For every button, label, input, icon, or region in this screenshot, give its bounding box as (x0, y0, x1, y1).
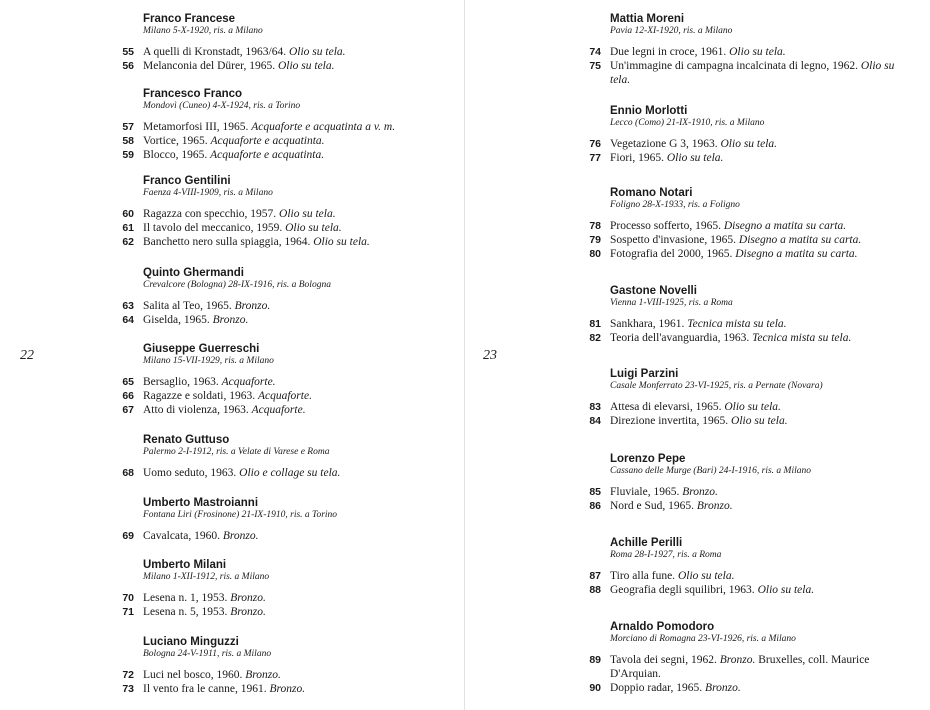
catalogue-number: 70 (122, 592, 134, 604)
catalogue-number: 77 (589, 152, 601, 164)
work-title: Ragazze e soldati, 1963. (143, 390, 256, 402)
works-list (122, 207, 437, 249)
catalogue-number: 87 (589, 570, 601, 582)
work-description (610, 151, 902, 165)
work-medium: Bronzo. (234, 300, 271, 312)
work-title: Doppio radar, 1965. (610, 682, 703, 694)
work-description (143, 591, 437, 605)
work-title: Vortice, 1965. (143, 135, 208, 147)
work-item (589, 653, 902, 681)
work-medium: Olio su tela. (720, 138, 778, 150)
work-item (589, 45, 902, 59)
artist-entry (589, 105, 902, 165)
page-number: 22 (20, 348, 34, 363)
right-page (465, 0, 930, 710)
work-item (589, 414, 902, 428)
work-title: Metamorfosi III, 1965. (143, 121, 249, 133)
work-medium: Olio su tela. (277, 60, 335, 72)
catalogue-number: 57 (122, 121, 134, 133)
artist-entry (122, 559, 437, 619)
works-list (589, 400, 902, 428)
work-medium: Olio su tela. (288, 46, 346, 58)
artist-bio: Vienna 1-VIII-1925, ris. a Roma (610, 298, 733, 308)
work-title: Uomo seduto, 1963. (143, 467, 237, 479)
work-item (589, 569, 902, 583)
catalogue-number: 76 (589, 138, 601, 150)
work-title: Lesena n. 1, 1953. (143, 592, 228, 604)
artist-bio: Faenza 4-VIII-1909, ris. a Milano (143, 188, 273, 198)
work-medium: Tecnica mista su tela. (687, 318, 787, 330)
work-medium: Acquaforte e acquatinta a v. m. (251, 121, 396, 133)
work-title: Ragazza con specchio, 1957. (143, 208, 277, 220)
work-medium: Disegno a matita su carta. (735, 248, 858, 260)
work-description (143, 148, 437, 162)
work-collection: Bruxelles, coll. Maurice D'Arquian. (610, 654, 870, 680)
catalogue-number: 61 (122, 222, 134, 234)
work-medium: Bronzo. (245, 669, 281, 681)
artist-bio: Foligno 28-X-1933, ris. a Foligno (610, 200, 740, 210)
work-medium: Bronzo. (696, 500, 733, 512)
work-item (589, 219, 902, 233)
works-list (122, 375, 437, 417)
work-medium: Acquaforte. (221, 376, 276, 388)
work-description (143, 466, 437, 480)
work-description (610, 569, 902, 583)
artist-name: Franco Gentilini (143, 175, 231, 187)
work-title: Luci nel bosco, 1960. (143, 669, 243, 681)
work-item (589, 681, 902, 695)
artist-name: Francesco Franco (143, 88, 243, 100)
artist-name: Franco Francese (143, 13, 236, 25)
work-medium: Olio su tela. (313, 236, 370, 248)
artist-bio: Milano 1-XII-1912, ris. a Milano (143, 572, 270, 582)
work-description (610, 653, 902, 681)
work-item (122, 591, 437, 605)
artist-bio: Milano 15-VII-1929, ris. a Milano (143, 356, 274, 366)
work-medium: Acquaforte. (251, 404, 306, 416)
works-list (122, 668, 437, 696)
work-title: Teoria dell'avanguardia, 1963. (610, 332, 750, 344)
artist-entry (122, 343, 437, 417)
work-title: A quelli di Kronstadt, 1963/64. (143, 46, 287, 58)
artist-entry (122, 636, 437, 696)
work-item (122, 403, 437, 417)
catalogue-number: 66 (122, 390, 134, 402)
catalogue-number: 63 (122, 300, 134, 312)
work-title: Fotografia del 2000, 1965. (610, 248, 733, 260)
work-title: Banchetto nero sulla spiaggia, 1964. (143, 236, 311, 248)
artist-name: Mattia Moreni (610, 13, 685, 25)
artist-entry (589, 285, 902, 345)
work-item (589, 485, 902, 499)
work-description (610, 45, 902, 59)
work-medium: Olio su tela. (279, 208, 336, 220)
catalogue-number: 74 (589, 46, 601, 58)
catalogue-number: 83 (589, 401, 601, 413)
artist-bio: Palermo 2-I-1912, ris. a Velate di Varese e Roma (143, 447, 330, 457)
work-medium: Bronzo. (705, 682, 741, 694)
work-title: Due legni in croce, 1961. (610, 46, 727, 58)
work-title: Lesena n. 5, 1953. (143, 606, 228, 618)
work-description (143, 299, 437, 313)
artist-bio: Cassano delle Murge (Bari) 24-I-1916, ris. a Milano (610, 466, 811, 476)
work-description (610, 681, 902, 695)
artist-name: Achille Perilli (610, 537, 683, 549)
page-number: 23 (483, 348, 497, 363)
work-medium: Olio su tela. (757, 584, 815, 596)
work-medium: Tecnica mista su tela. (752, 332, 852, 344)
work-medium: Olio su tela. (677, 570, 735, 582)
work-title: Salita al Teo, 1965. (143, 300, 232, 312)
artist-name: Romano Notari (610, 187, 693, 199)
catalogue-number: 84 (589, 415, 601, 427)
artist-entry (122, 434, 437, 480)
work-item (589, 137, 902, 151)
work-description (143, 313, 437, 327)
work-item (122, 313, 437, 327)
catalogue-number: 82 (589, 332, 601, 344)
artist-entry (589, 453, 902, 513)
works-list (122, 299, 437, 327)
work-medium: Olio su tela. (285, 222, 342, 234)
work-item (122, 375, 437, 389)
catalogue-number: 69 (122, 530, 134, 542)
artist-name: Quinto Ghermandi (143, 267, 244, 279)
catalogue-number: 79 (589, 234, 601, 246)
work-title: Blocco, 1965. (143, 149, 208, 161)
work-title: Atto di violenza, 1963. (143, 404, 249, 416)
work-description (610, 499, 902, 513)
catalogue-number: 68 (122, 467, 134, 479)
work-description (143, 682, 437, 696)
works-list (589, 137, 902, 165)
artist-entry (122, 497, 437, 543)
artist-entry (589, 13, 902, 87)
catalogue-number: 67 (122, 404, 134, 416)
work-item (122, 120, 437, 134)
work-description (143, 403, 437, 417)
work-medium: Bronzo. (269, 683, 306, 695)
work-medium: Acquaforte. (257, 390, 312, 402)
work-medium: Bronzo. (230, 592, 266, 604)
artist-entry (589, 187, 902, 261)
work-title: Vegetazione G 3, 1963. (610, 138, 718, 150)
catalogue-number: 86 (589, 500, 601, 512)
works-list (589, 569, 902, 597)
artist-entry (122, 13, 437, 73)
artist-name: Umberto Mastroianni (143, 497, 259, 509)
artist-name: Ennio Morlotti (610, 105, 688, 117)
work-description (143, 134, 437, 148)
artist-entry (122, 267, 437, 327)
work-medium: Acquaforte e acquatinta. (210, 135, 325, 147)
work-item (122, 682, 437, 696)
catalogue-number: 60 (122, 208, 134, 220)
work-item (122, 605, 437, 619)
artist-entry (589, 621, 902, 695)
work-medium: Disegno a matita su carta. (738, 234, 862, 246)
work-title: Il vento fra le canne, 1961. (143, 683, 267, 695)
catalogue-number: 64 (122, 314, 134, 326)
artist-name: Luigi Parzini (610, 368, 679, 380)
artist-name: Renato Guttuso (143, 434, 230, 446)
work-title: Attesa di elevarsi, 1965. (610, 401, 722, 413)
work-title: Bersaglio, 1963. (143, 376, 219, 388)
work-title: Nord e Sud, 1965. (610, 500, 695, 512)
catalogue-number: 85 (589, 486, 601, 498)
artist-bio: Pavia 12-XI-1920, ris. a Milano (610, 26, 733, 36)
work-item (122, 668, 437, 682)
catalogue-number: 59 (122, 149, 134, 161)
works-list (589, 653, 902, 695)
works-list (122, 466, 437, 480)
catalogue-number: 81 (589, 318, 601, 330)
work-title: Geografia degli squilibri, 1963. (610, 584, 755, 596)
work-item (589, 499, 902, 513)
artist-name: Gastone Novelli (610, 285, 697, 297)
work-item (122, 148, 437, 162)
artist-name: Umberto Milani (143, 559, 227, 571)
artist-bio: Mondovì (Cuneo) 4-X-1924, ris. a Torino (143, 101, 301, 111)
work-title: Direzione invertita, 1965. (610, 415, 729, 427)
work-title: Giselda, 1965. (143, 314, 210, 326)
work-title: Un'immagine di campagna incalcinata di legno, 1962. (610, 60, 858, 72)
work-medium: Bronzo. (222, 530, 259, 542)
artist-entry (122, 175, 437, 249)
work-description (610, 219, 902, 233)
work-description (143, 375, 437, 389)
artist-bio: Fontana Liri (Frosinone) 21-IX-1910, ris. a Torino (143, 510, 338, 520)
artist-bio: Casale Monferrato 23-VI-1925, ris. a Pernate (Novara) (610, 381, 823, 391)
work-description (610, 247, 902, 261)
catalogue-number: 90 (589, 682, 601, 694)
work-description (143, 45, 437, 59)
artist-bio: Crevalcore (Bologna) 28-IX-1916, ris. a Bologna (143, 280, 331, 290)
artist-bio: Bologna 24-V-1911, ris. a Milano (143, 649, 272, 659)
work-description (610, 583, 902, 597)
work-item (122, 466, 437, 480)
work-medium: Bronzo. (682, 486, 718, 498)
catalogue-number: 71 (122, 606, 134, 618)
work-title: Cavalcata, 1960. (143, 530, 220, 542)
work-description (143, 207, 437, 221)
work-title: Sospetto d'invasione, 1965. (610, 234, 737, 246)
catalogue-number: 65 (122, 376, 134, 388)
work-medium: Bronzo. (230, 606, 266, 618)
work-item (589, 247, 902, 261)
works-list (589, 45, 902, 87)
work-item (122, 221, 437, 235)
work-medium: Olio su tela. (731, 415, 788, 427)
work-description (610, 331, 902, 345)
artist-bio: Lecco (Como) 21-IX-1910, ris. a Milano (610, 118, 765, 128)
work-item (122, 389, 437, 403)
work-description (143, 668, 437, 682)
artist-bio: Morciano di Romagna 23-VI-1926, ris. a Milano (610, 634, 796, 644)
artist-bio: Roma 28-I-1927, ris. a Roma (610, 550, 722, 560)
artist-name: Lorenzo Pepe (610, 453, 686, 465)
work-item (589, 331, 902, 345)
work-description (143, 389, 437, 403)
work-item (122, 299, 437, 313)
work-description (143, 221, 437, 235)
work-item (122, 529, 437, 543)
artist-entry (589, 537, 902, 597)
work-description (143, 120, 437, 134)
work-title: Tiro alla fune. (610, 570, 676, 582)
catalogue-number: 88 (589, 584, 601, 596)
work-title: Tavola dei segni, 1962. (610, 654, 717, 666)
work-description (610, 317, 902, 331)
works-list (122, 120, 437, 162)
work-title: Fiori, 1965. (610, 152, 664, 164)
catalogue-number: 62 (122, 236, 134, 248)
artist-name: Luciano Minguzzi (143, 636, 239, 648)
artist-entry (122, 88, 437, 162)
work-medium: Olio su tela. (610, 60, 895, 86)
catalogue-number: 56 (122, 60, 134, 72)
work-description (143, 235, 437, 249)
catalogue-number: 72 (122, 669, 134, 681)
work-title: Sankhara, 1961. (610, 318, 685, 330)
work-medium: Olio e collage su tela. (239, 467, 341, 479)
works-list (122, 45, 437, 73)
artist-name: Giuseppe Guerreschi (143, 343, 260, 355)
work-description (143, 529, 437, 543)
work-medium: Bronzo. (212, 314, 249, 326)
work-medium: Disegno a matita su carta. (723, 220, 847, 232)
work-medium: Bronzo. (719, 654, 756, 666)
catalogue-number: 75 (589, 60, 601, 72)
work-item (589, 233, 902, 247)
work-description (610, 137, 902, 151)
work-item (589, 400, 902, 414)
work-item (122, 134, 437, 148)
works-list (122, 591, 437, 619)
artist-name: Arnaldo Pomodoro (610, 621, 715, 633)
works-list (589, 317, 902, 345)
work-item (589, 317, 902, 331)
artist-bio: Milano 5-X-1920, ris. a Milano (143, 26, 263, 36)
work-item (122, 235, 437, 249)
catalogue-number: 58 (122, 135, 134, 147)
catalogue-number: 89 (589, 654, 601, 666)
work-description (143, 605, 437, 619)
work-medium: Olio su tela. (729, 46, 786, 58)
work-title: Melanconia del Dürer, 1965. (143, 60, 276, 72)
work-medium: Olio su tela. (666, 152, 724, 164)
works-list (122, 529, 437, 543)
work-description (610, 59, 902, 87)
work-title: Processo sofferto, 1965. (610, 220, 721, 232)
work-description (143, 59, 437, 73)
work-medium: Acquaforte e acquatinta. (210, 149, 325, 161)
work-item (122, 45, 437, 59)
work-item (589, 151, 902, 165)
catalogue-number: 80 (589, 248, 601, 260)
work-description (610, 414, 902, 428)
catalogue-number: 73 (122, 683, 134, 695)
catalogue-number: 78 (589, 220, 601, 232)
work-description (610, 233, 902, 247)
work-description (610, 485, 902, 499)
work-title: Fluviale, 1965. (610, 486, 680, 498)
artist-entry (589, 368, 902, 428)
works-list (589, 219, 902, 261)
work-item (589, 59, 902, 87)
work-item (589, 583, 902, 597)
works-list (589, 485, 902, 513)
work-medium: Olio su tela. (724, 401, 781, 413)
work-item (122, 207, 437, 221)
work-title: Il tavolo del meccanico, 1959. (143, 222, 283, 234)
work-description (610, 400, 902, 414)
catalogue-number: 55 (122, 46, 134, 58)
work-item (122, 59, 437, 73)
